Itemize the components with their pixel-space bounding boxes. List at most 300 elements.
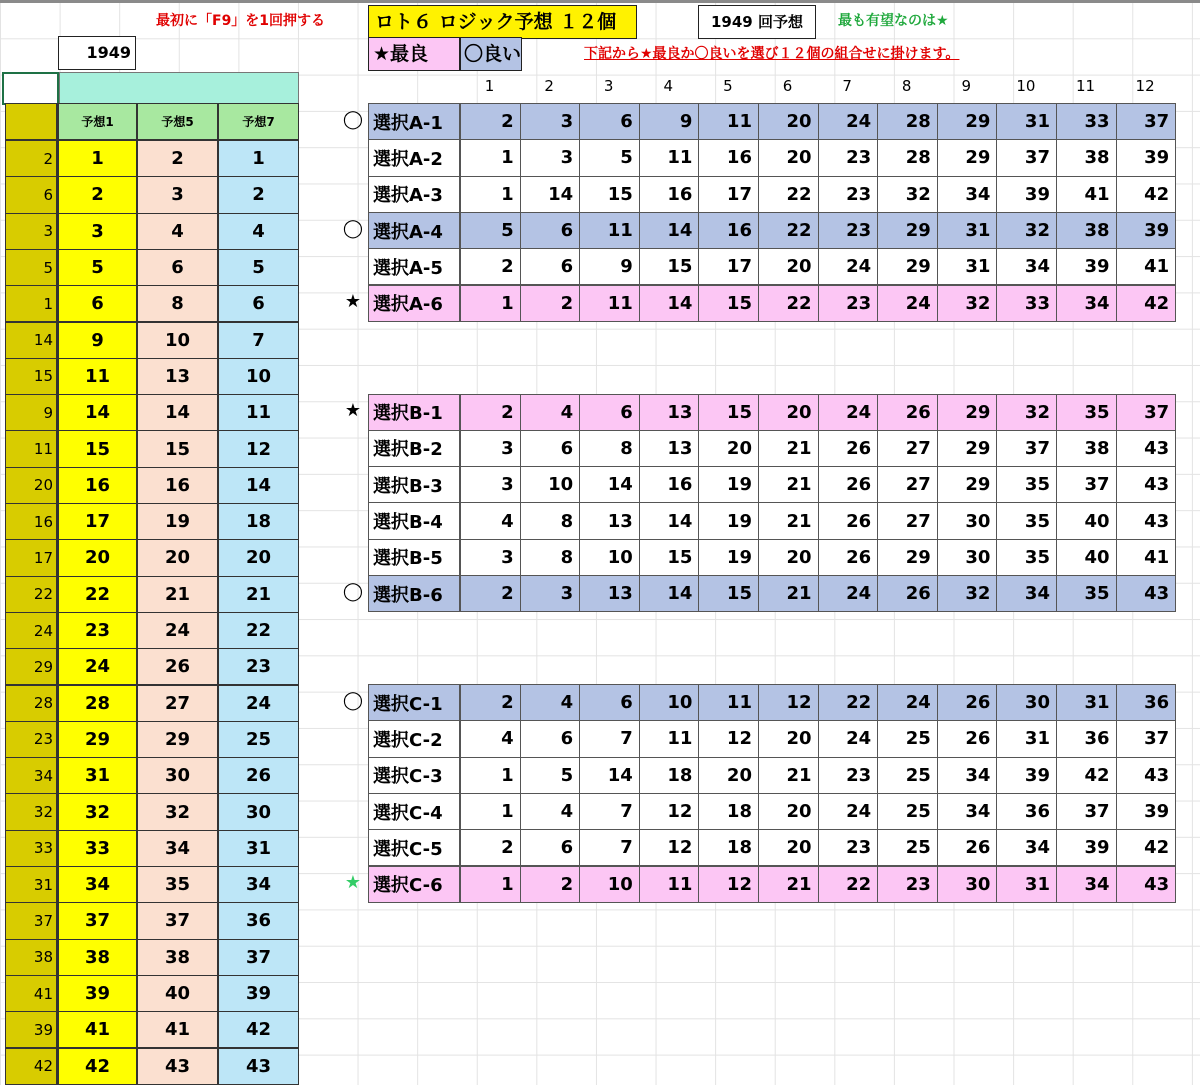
number-cell: 5 bbox=[579, 139, 640, 176]
number-cell: 2 bbox=[460, 248, 521, 285]
number-cell: 37 bbox=[996, 430, 1057, 467]
number-cell: 39 bbox=[1056, 829, 1117, 866]
number-cell: 17 bbox=[698, 176, 759, 213]
number-cell: 35 bbox=[1056, 575, 1117, 612]
number-cell: 12 bbox=[639, 793, 700, 830]
prediction-5-cell: 24 bbox=[137, 612, 218, 649]
number-cell: 8 bbox=[520, 539, 581, 576]
prediction-1-cell: 22 bbox=[58, 576, 137, 613]
number-cell: 24 bbox=[818, 575, 879, 612]
number-cell: 31 bbox=[1056, 684, 1117, 721]
prediction-1-cell: 24 bbox=[58, 648, 137, 685]
number-cell: 3 bbox=[520, 103, 581, 140]
number-cell: 28 bbox=[877, 139, 938, 176]
prediction-7-cell: 1 bbox=[218, 140, 299, 177]
key-cell: 34 bbox=[5, 757, 58, 794]
number-cell: 12 bbox=[698, 720, 759, 757]
number-cell: 29 bbox=[877, 212, 938, 249]
number-cell: 24 bbox=[877, 684, 938, 721]
prediction-1-cell: 28 bbox=[58, 685, 137, 722]
number-cell: 21 bbox=[758, 757, 819, 794]
number-cell: 14 bbox=[520, 176, 581, 213]
page-title: ロト６ ロジック予想 １２個 bbox=[368, 5, 637, 39]
prediction-5-cell: 21 bbox=[137, 576, 218, 613]
number-cell: 12 bbox=[639, 829, 700, 866]
prediction-5-cell: 8 bbox=[137, 285, 218, 322]
number-cell: 22 bbox=[758, 176, 819, 213]
number-cell: 42 bbox=[1116, 829, 1177, 866]
prediction-5-cell: 34 bbox=[137, 830, 218, 867]
prediction-5-cell: 2 bbox=[137, 140, 218, 177]
selection-label: 選択C-5 bbox=[368, 829, 460, 866]
number-cell: 38 bbox=[1056, 139, 1117, 176]
prediction-5-cell: 15 bbox=[137, 430, 218, 467]
number-cell: 14 bbox=[639, 285, 700, 322]
number-cell: 10 bbox=[520, 466, 581, 503]
number-cell: 25 bbox=[877, 757, 938, 794]
prediction-5-cell: 13 bbox=[137, 358, 218, 395]
number-cell: 14 bbox=[639, 575, 700, 612]
number-cell: 3 bbox=[520, 139, 581, 176]
number-cell: 23 bbox=[877, 866, 938, 903]
prediction-5-cell: 29 bbox=[137, 721, 218, 758]
key-cell: 32 bbox=[5, 793, 58, 830]
prediction-7-cell: 24 bbox=[218, 685, 299, 722]
key-cell: 39 bbox=[5, 1011, 58, 1048]
number-cell: 8 bbox=[579, 430, 640, 467]
number-cell: 22 bbox=[758, 212, 819, 249]
number-cell: 34 bbox=[996, 248, 1057, 285]
column-header: 予想7 bbox=[218, 103, 299, 140]
number-cell: 14 bbox=[639, 502, 700, 539]
key-cell: 23 bbox=[5, 721, 58, 758]
number-cell: 21 bbox=[758, 466, 819, 503]
key-cell: 14 bbox=[5, 322, 58, 359]
key-cell: 42 bbox=[5, 1048, 58, 1085]
number-cell: 9 bbox=[579, 248, 640, 285]
legend-good: 〇良い bbox=[460, 37, 522, 71]
number-cell: 1 bbox=[460, 866, 521, 903]
prediction-7-cell: 21 bbox=[218, 576, 299, 613]
number-cell: 38 bbox=[1056, 212, 1117, 249]
number-cell: 30 bbox=[996, 684, 1057, 721]
number-cell: 6 bbox=[520, 248, 581, 285]
number-cell: 43 bbox=[1116, 502, 1177, 539]
number-cell: 2 bbox=[520, 285, 581, 322]
number-cell: 2 bbox=[460, 829, 521, 866]
prediction-1-cell: 42 bbox=[58, 1048, 137, 1085]
prediction-5-cell: 3 bbox=[137, 176, 218, 213]
key-cell: 20 bbox=[5, 467, 58, 504]
number-cell: 15 bbox=[639, 248, 700, 285]
prediction-7-cell: 37 bbox=[218, 939, 299, 976]
number-cell: 35 bbox=[996, 466, 1057, 503]
number-cell: 23 bbox=[818, 139, 879, 176]
key-cell: 37 bbox=[5, 902, 58, 939]
number-cell: 11 bbox=[639, 720, 700, 757]
number-cell: 31 bbox=[996, 720, 1057, 757]
number-cell: 43 bbox=[1116, 866, 1177, 903]
column-number: 10 bbox=[1016, 77, 1036, 95]
number-cell: 35 bbox=[1056, 394, 1117, 431]
number-cell: 34 bbox=[996, 829, 1057, 866]
number-cell: 15 bbox=[698, 285, 759, 322]
prediction-1-cell: 1 bbox=[58, 140, 137, 177]
number-cell: 21 bbox=[758, 575, 819, 612]
number-cell: 16 bbox=[639, 466, 700, 503]
round-label: 1949 回予想 bbox=[698, 5, 816, 39]
number-cell: 4 bbox=[520, 793, 581, 830]
number-cell: 15 bbox=[639, 539, 700, 576]
key-cell: 33 bbox=[5, 830, 58, 867]
selection-label: 選択B-1 bbox=[368, 394, 460, 431]
selection-label: 選択A-4 bbox=[368, 212, 460, 249]
prediction-5-cell: 4 bbox=[137, 213, 218, 250]
number-cell: 6 bbox=[520, 430, 581, 467]
green-header-band bbox=[59, 72, 299, 104]
prediction-1-cell: 34 bbox=[58, 866, 137, 903]
number-cell: 39 bbox=[996, 176, 1057, 213]
number-cell: 14 bbox=[579, 757, 640, 794]
number-cell: 34 bbox=[996, 575, 1057, 612]
number-cell: 39 bbox=[1116, 793, 1177, 830]
number-cell: 23 bbox=[818, 176, 879, 213]
selection-label: 選択A-3 bbox=[368, 176, 460, 213]
number-cell: 27 bbox=[877, 502, 938, 539]
prediction-1-cell: 15 bbox=[58, 430, 137, 467]
circle-icon: ◯ bbox=[342, 581, 364, 602]
prediction-7-cell: 4 bbox=[218, 213, 299, 250]
number-cell: 7 bbox=[579, 793, 640, 830]
number-cell: 20 bbox=[698, 757, 759, 794]
number-cell: 20 bbox=[758, 539, 819, 576]
number-cell: 7 bbox=[579, 829, 640, 866]
number-cell: 10 bbox=[579, 866, 640, 903]
number-cell: 29 bbox=[937, 139, 998, 176]
prediction-7-cell: 18 bbox=[218, 503, 299, 540]
prediction-5-cell: 19 bbox=[137, 503, 218, 540]
prediction-1-cell: 32 bbox=[58, 793, 137, 830]
number-cell: 14 bbox=[639, 212, 700, 249]
number-cell: 29 bbox=[937, 103, 998, 140]
selection-label: 選択B-3 bbox=[368, 466, 460, 503]
prediction-5-cell: 14 bbox=[137, 394, 218, 431]
number-cell: 20 bbox=[758, 394, 819, 431]
number-cell: 4 bbox=[460, 720, 521, 757]
prediction-7-cell: 12 bbox=[218, 430, 299, 467]
selection-label: 選択C-1 bbox=[368, 684, 460, 721]
prediction-5-cell: 26 bbox=[137, 648, 218, 685]
number-cell: 6 bbox=[579, 394, 640, 431]
number-cell: 43 bbox=[1116, 430, 1177, 467]
number-cell: 2 bbox=[460, 575, 521, 612]
selection-label: 選択A-1 bbox=[368, 103, 460, 140]
number-cell: 4 bbox=[520, 684, 581, 721]
column-number: 9 bbox=[961, 77, 972, 95]
number-cell: 15 bbox=[698, 394, 759, 431]
number-cell: 5 bbox=[460, 212, 521, 249]
column-number: 2 bbox=[544, 77, 554, 95]
number-cell: 39 bbox=[1116, 139, 1177, 176]
legend-instruction: 下記から★最良か〇良いを選び１２個の組合せに掛けます。 bbox=[584, 46, 960, 62]
number-cell: 32 bbox=[996, 212, 1057, 249]
number-cell: 20 bbox=[758, 103, 819, 140]
number-cell: 36 bbox=[996, 793, 1057, 830]
number-cell: 7 bbox=[579, 720, 640, 757]
key-cell: 29 bbox=[5, 648, 58, 685]
number-cell: 32 bbox=[937, 575, 998, 612]
number-cell: 30 bbox=[937, 502, 998, 539]
number-cell: 2 bbox=[460, 684, 521, 721]
number-cell: 32 bbox=[937, 285, 998, 322]
number-cell: 37 bbox=[1116, 394, 1177, 431]
number-cell: 34 bbox=[1056, 285, 1117, 322]
number-cell: 1 bbox=[460, 793, 521, 830]
number-cell: 41 bbox=[1116, 248, 1177, 285]
column-number: 5 bbox=[723, 77, 733, 95]
prediction-1-cell: 5 bbox=[58, 249, 137, 286]
top-border bbox=[0, 0, 1200, 3]
number-cell: 6 bbox=[579, 103, 640, 140]
selection-label: 選択A-5 bbox=[368, 248, 460, 285]
prediction-1-cell: 23 bbox=[58, 612, 137, 649]
number-cell: 32 bbox=[877, 176, 938, 213]
prediction-1-cell: 41 bbox=[58, 1011, 137, 1048]
key-cell: 3 bbox=[5, 213, 58, 250]
star-icon: ★ bbox=[344, 399, 362, 421]
number-cell: 35 bbox=[996, 502, 1057, 539]
selection-label: 選択C-4 bbox=[368, 793, 460, 830]
number-cell: 20 bbox=[758, 248, 819, 285]
selection-label: 選択B-4 bbox=[368, 502, 460, 539]
number-cell: 30 bbox=[937, 539, 998, 576]
number-cell: 29 bbox=[937, 466, 998, 503]
number-cell: 29 bbox=[877, 539, 938, 576]
star-icon: ★ bbox=[344, 290, 362, 312]
prediction-1-cell: 16 bbox=[58, 467, 137, 504]
number-cell: 26 bbox=[818, 502, 879, 539]
number-cell: 33 bbox=[996, 285, 1057, 322]
prediction-7-cell: 36 bbox=[218, 902, 299, 939]
number-cell: 25 bbox=[877, 829, 938, 866]
number-cell: 43 bbox=[1116, 757, 1177, 794]
selection-label: 選択C-3 bbox=[368, 757, 460, 794]
prediction-7-cell: 39 bbox=[218, 975, 299, 1012]
key-cell: 41 bbox=[5, 975, 58, 1012]
selection-label: 選択B-6 bbox=[368, 575, 460, 612]
selection-label: 選択A-6 bbox=[368, 285, 460, 322]
number-cell: 18 bbox=[639, 757, 700, 794]
number-cell: 23 bbox=[818, 829, 879, 866]
prediction-7-cell: 26 bbox=[218, 757, 299, 794]
prediction-7-cell: 25 bbox=[218, 721, 299, 758]
number-cell: 17 bbox=[698, 248, 759, 285]
number-cell: 1 bbox=[460, 139, 521, 176]
prediction-5-cell: 16 bbox=[137, 467, 218, 504]
number-cell: 27 bbox=[877, 430, 938, 467]
number-cell: 20 bbox=[758, 793, 819, 830]
column-number: 7 bbox=[842, 77, 852, 95]
number-cell: 11 bbox=[698, 103, 759, 140]
number-cell: 39 bbox=[996, 757, 1057, 794]
number-cell: 30 bbox=[937, 866, 998, 903]
number-cell: 31 bbox=[937, 248, 998, 285]
prediction-7-cell: 22 bbox=[218, 612, 299, 649]
prediction-1-cell: 20 bbox=[58, 539, 137, 576]
number-cell: 37 bbox=[1116, 103, 1177, 140]
selection-label: 選択C-6 bbox=[368, 866, 460, 903]
number-cell: 3 bbox=[460, 466, 521, 503]
legend-best: ★最良 bbox=[368, 37, 460, 71]
column-number: 8 bbox=[901, 77, 912, 95]
number-cell: 11 bbox=[639, 139, 700, 176]
key-cell: 11 bbox=[5, 430, 58, 467]
prediction-7-cell: 43 bbox=[218, 1048, 299, 1085]
number-cell: 36 bbox=[1056, 720, 1117, 757]
number-cell: 1 bbox=[460, 757, 521, 794]
prediction-7-cell: 7 bbox=[218, 322, 299, 359]
number-cell: 39 bbox=[1056, 248, 1117, 285]
number-cell: 2 bbox=[460, 394, 521, 431]
prediction-5-cell: 35 bbox=[137, 866, 218, 903]
number-cell: 31 bbox=[996, 866, 1057, 903]
prediction-7-cell: 23 bbox=[218, 648, 299, 685]
circle-icon: ◯ bbox=[342, 109, 364, 130]
number-cell: 43 bbox=[1116, 575, 1177, 612]
number-cell: 24 bbox=[818, 394, 879, 431]
number-cell: 31 bbox=[996, 103, 1057, 140]
number-cell: 34 bbox=[937, 176, 998, 213]
most-promising-text: 最も有望なのは★ bbox=[838, 13, 949, 29]
key-cell: 15 bbox=[5, 358, 58, 395]
number-cell: 5 bbox=[520, 757, 581, 794]
key-cell: 31 bbox=[5, 866, 58, 903]
prediction-5-cell: 27 bbox=[137, 685, 218, 722]
number-cell: 42 bbox=[1116, 176, 1177, 213]
circle-icon: ◯ bbox=[342, 690, 364, 711]
column-number: 1 bbox=[484, 77, 495, 95]
number-cell: 13 bbox=[579, 575, 640, 612]
number-cell: 26 bbox=[877, 575, 938, 612]
number-cell: 26 bbox=[937, 684, 998, 721]
number-cell: 12 bbox=[758, 684, 819, 721]
prediction-1-cell: 33 bbox=[58, 830, 137, 867]
column-number: 12 bbox=[1135, 77, 1155, 95]
column-number: 4 bbox=[663, 77, 674, 95]
number-cell: 37 bbox=[1056, 793, 1117, 830]
prediction-5-cell: 37 bbox=[137, 902, 218, 939]
prediction-1-cell: 9 bbox=[58, 322, 137, 359]
number-cell: 24 bbox=[818, 248, 879, 285]
column-number: 3 bbox=[603, 77, 614, 95]
selection-label: 選択A-2 bbox=[368, 139, 460, 176]
number-cell: 23 bbox=[818, 285, 879, 322]
key-cell: 5 bbox=[5, 249, 58, 286]
key-cell: 6 bbox=[5, 176, 58, 213]
number-cell: 6 bbox=[520, 829, 581, 866]
number-cell: 13 bbox=[579, 502, 640, 539]
number-cell: 6 bbox=[520, 212, 581, 249]
number-cell: 23 bbox=[818, 212, 879, 249]
number-cell: 26 bbox=[818, 430, 879, 467]
number-cell: 22 bbox=[818, 866, 879, 903]
number-cell: 11 bbox=[579, 212, 640, 249]
key-cell: 38 bbox=[5, 939, 58, 976]
key-cell: 2 bbox=[5, 140, 58, 177]
number-cell: 1 bbox=[460, 285, 521, 322]
number-cell: 12 bbox=[698, 866, 759, 903]
number-cell: 24 bbox=[818, 103, 879, 140]
prediction-1-cell: 2 bbox=[58, 176, 137, 213]
key-cell: 24 bbox=[5, 612, 58, 649]
selected-cell[interactable] bbox=[2, 72, 59, 105]
prediction-7-cell: 30 bbox=[218, 793, 299, 830]
prediction-7-cell: 10 bbox=[218, 358, 299, 395]
prediction-5-cell: 20 bbox=[137, 539, 218, 576]
number-cell: 27 bbox=[877, 466, 938, 503]
selection-label: 選択B-2 bbox=[368, 430, 460, 467]
column-header: 予想1 bbox=[58, 103, 137, 140]
number-cell: 41 bbox=[1056, 176, 1117, 213]
prediction-5-cell: 40 bbox=[137, 975, 218, 1012]
number-cell: 40 bbox=[1056, 539, 1117, 576]
column-number: 6 bbox=[782, 77, 793, 95]
prediction-5-cell: 6 bbox=[137, 249, 218, 286]
number-cell: 14 bbox=[579, 466, 640, 503]
number-cell: 1 bbox=[460, 176, 521, 213]
number-cell: 42 bbox=[1116, 285, 1177, 322]
number-cell: 16 bbox=[698, 212, 759, 249]
number-cell: 25 bbox=[877, 793, 938, 830]
number-cell: 13 bbox=[639, 430, 700, 467]
prediction-5-cell: 32 bbox=[137, 793, 218, 830]
number-cell: 37 bbox=[1116, 720, 1177, 757]
number-cell: 39 bbox=[1116, 212, 1177, 249]
key-header-cell bbox=[5, 103, 58, 140]
number-cell: 6 bbox=[579, 684, 640, 721]
number-cell: 29 bbox=[937, 430, 998, 467]
number-cell: 20 bbox=[758, 720, 819, 757]
number-cell: 26 bbox=[818, 539, 879, 576]
number-cell: 16 bbox=[698, 139, 759, 176]
number-cell: 19 bbox=[698, 466, 759, 503]
number-cell: 16 bbox=[639, 176, 700, 213]
number-cell: 4 bbox=[520, 394, 581, 431]
number-cell: 24 bbox=[818, 720, 879, 757]
round-number-input[interactable]: 1949 bbox=[58, 36, 136, 70]
number-cell: 26 bbox=[937, 720, 998, 757]
number-cell: 29 bbox=[877, 248, 938, 285]
prediction-7-cell: 42 bbox=[218, 1011, 299, 1048]
prediction-5-cell: 43 bbox=[137, 1048, 218, 1085]
number-cell: 37 bbox=[996, 139, 1057, 176]
number-cell: 37 bbox=[1056, 466, 1117, 503]
number-cell: 26 bbox=[937, 829, 998, 866]
number-cell: 24 bbox=[818, 793, 879, 830]
number-cell: 15 bbox=[579, 176, 640, 213]
number-cell: 13 bbox=[639, 394, 700, 431]
prediction-1-cell: 17 bbox=[58, 503, 137, 540]
key-cell: 9 bbox=[5, 394, 58, 431]
number-cell: 34 bbox=[937, 793, 998, 830]
prediction-1-cell: 29 bbox=[58, 721, 137, 758]
number-cell: 43 bbox=[1116, 466, 1177, 503]
prediction-1-cell: 38 bbox=[58, 939, 137, 976]
key-cell: 16 bbox=[5, 503, 58, 540]
column-header: 予想5 bbox=[137, 103, 218, 140]
prediction-7-cell: 14 bbox=[218, 467, 299, 504]
number-cell: 3 bbox=[460, 539, 521, 576]
